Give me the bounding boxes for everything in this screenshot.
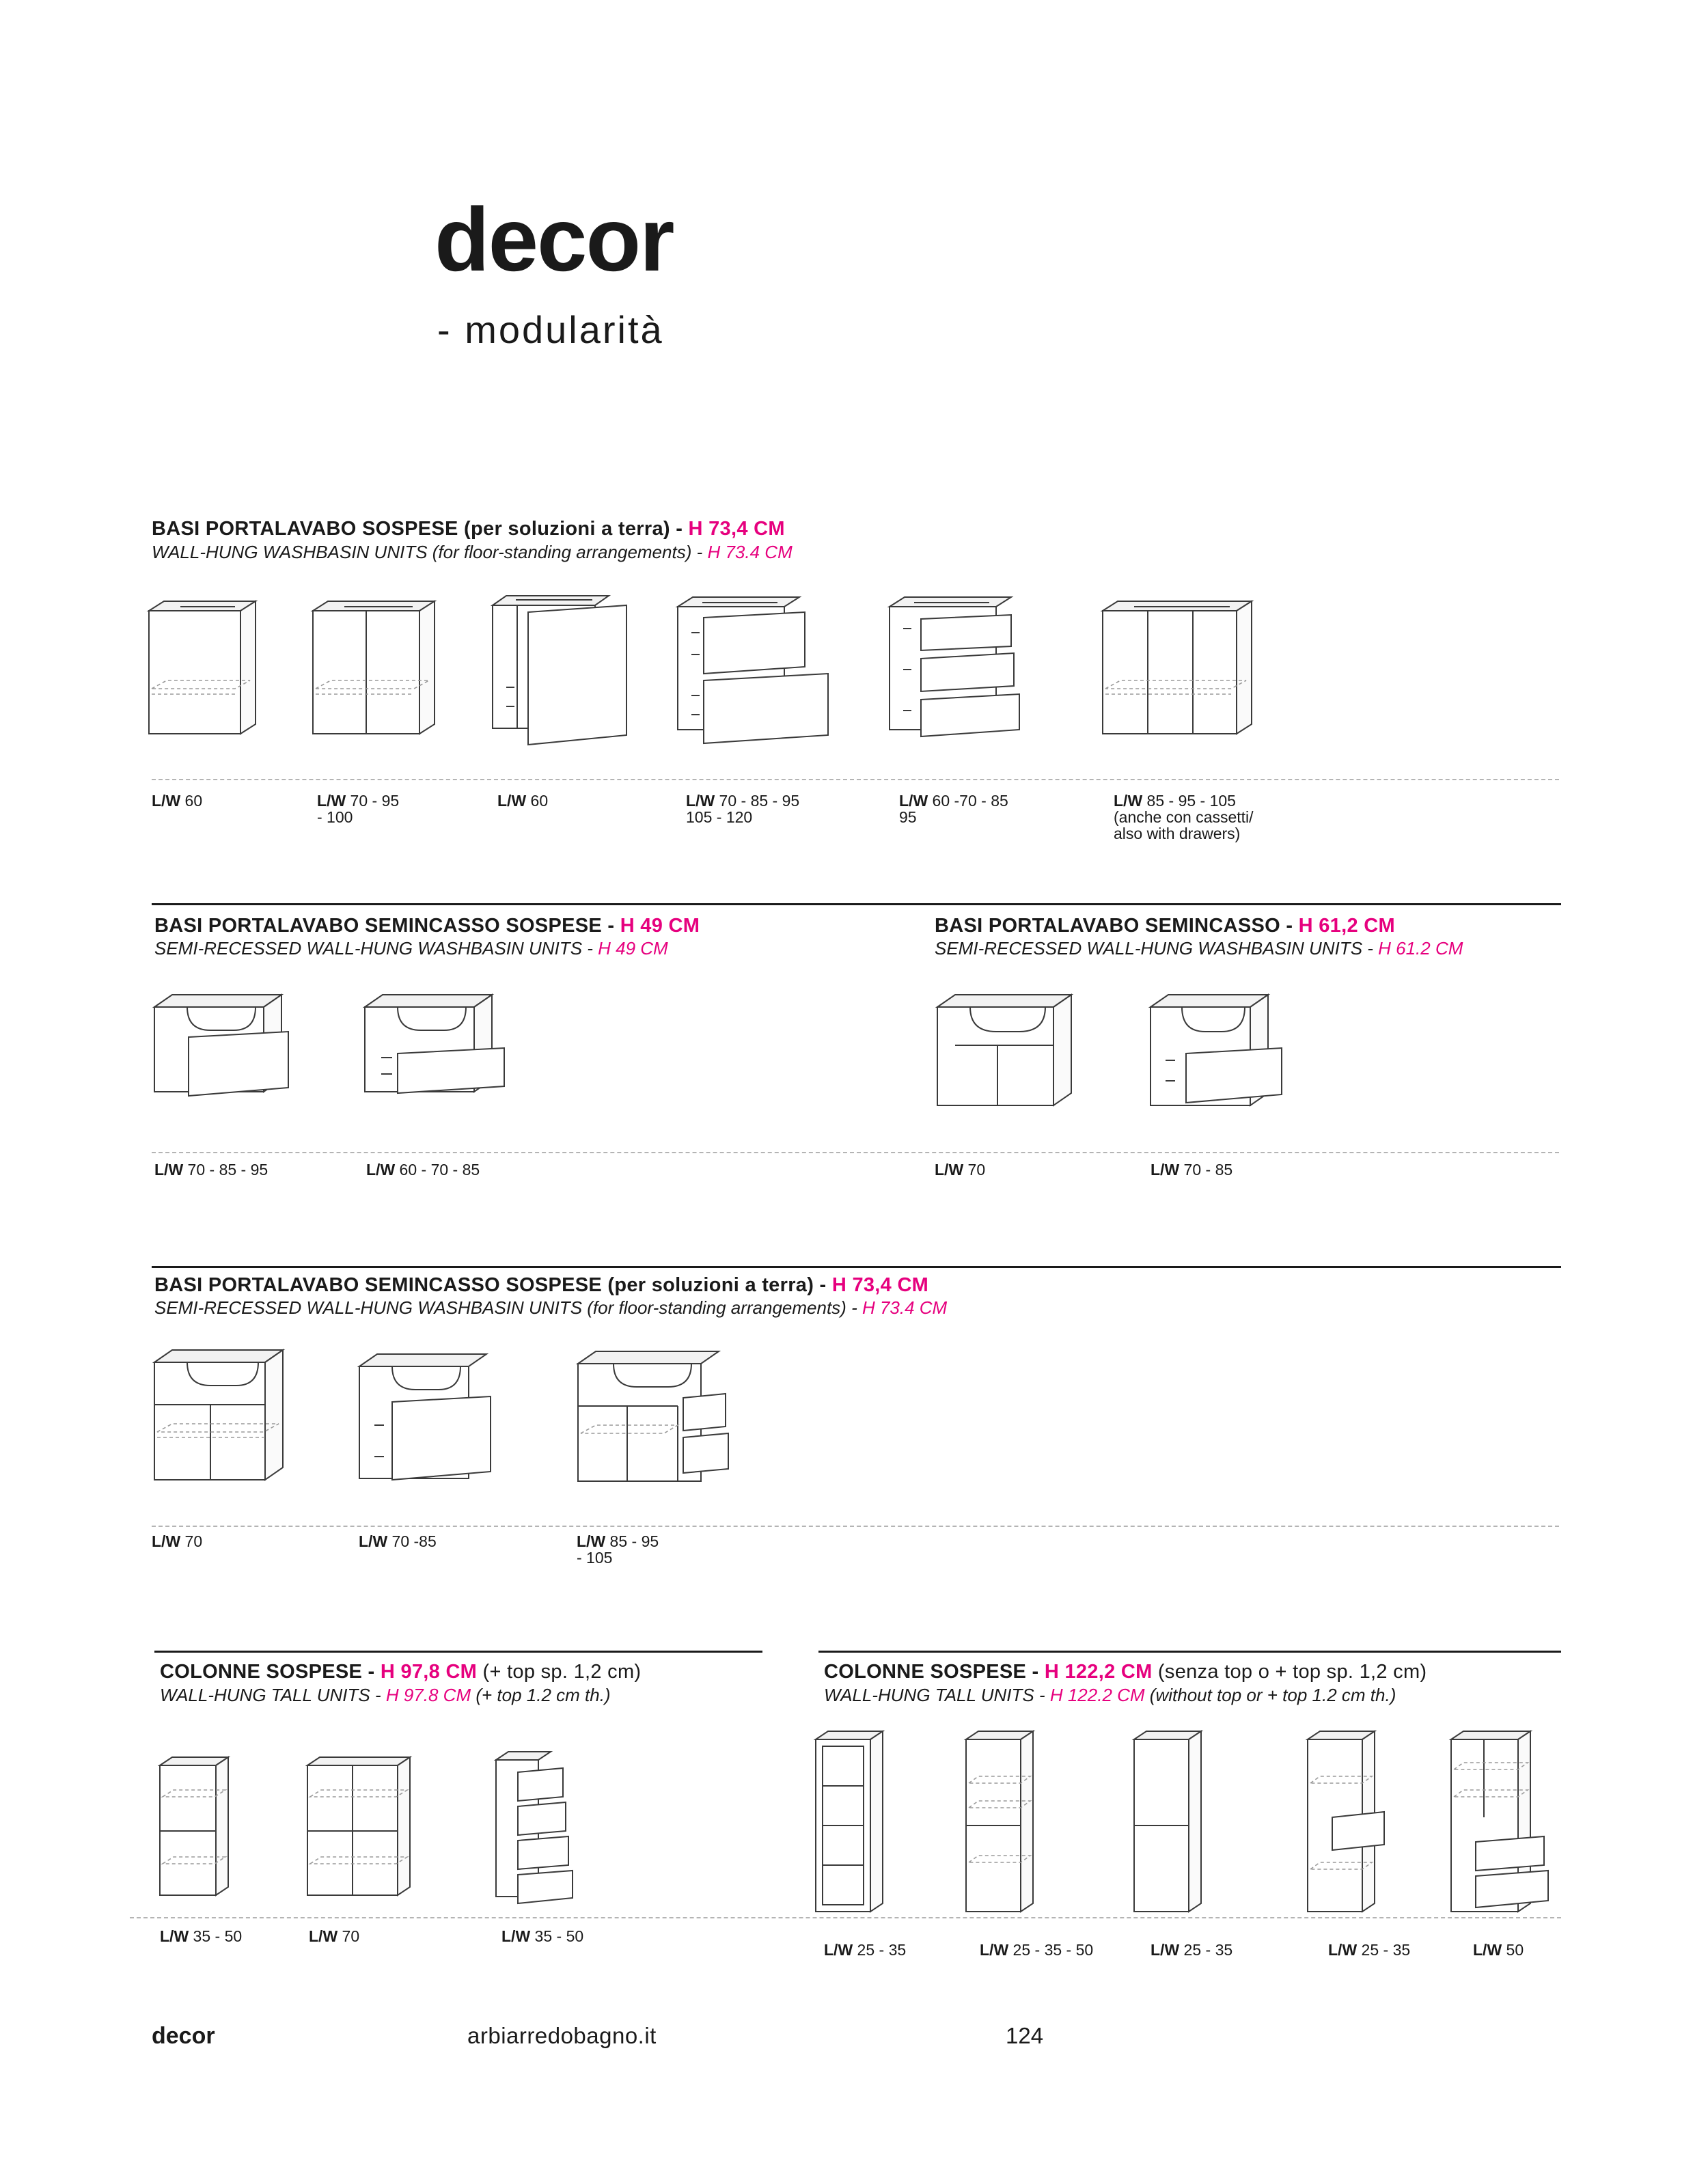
section-3-title: BASI PORTALAVABO SEMINCASSO - H 61,2 CM [935, 915, 1395, 937]
section-3-subtitle: SEMI-RECESSED WALL-HUNG WASHBASIN UNITS - H 61.2 CM [935, 938, 1463, 959]
footer-website-link[interactable]: arbiarredobagno.it [467, 2023, 657, 2048]
section-4-item-2-dims: L/W 70 -85 [359, 1532, 437, 1550]
section-6-item-3-dims: L/W 25 - 35 [1151, 1941, 1233, 1959]
section-1-item-6-dims: L/W 85 - 95 - 105 (anche con cassetti/ also with drawers) [1114, 792, 1254, 843]
section-6-item-2-dims: L/W 25 - 35 - 50 [980, 1941, 1094, 1959]
unit-illustration [1148, 992, 1284, 1118]
section-6-item-5-dims: L/W 50 [1473, 1941, 1524, 1959]
unit-illustration [357, 1351, 500, 1488]
section-5-title: COLONNE SOSPESE - H 97,8 CM (+ top sp. 1,2 cm) [160, 1661, 642, 1683]
unit-illustration [813, 1728, 888, 1916]
section-5-height: H 97,8 CM [380, 1661, 478, 1683]
section-3-item-1-dims: L/W 70 [935, 1161, 986, 1179]
section-1-item-1-dims: L/W 60 [152, 792, 203, 810]
unit-illustration [1448, 1728, 1558, 1916]
section-5-item-3-dims: L/W 35 - 50 [501, 1927, 584, 1945]
section-1-item-2-dims: L/W 70 - 95 - 100 [317, 792, 400, 827]
unit-illustration [935, 992, 1078, 1118]
page-title: decor [435, 189, 674, 290]
section-4-divider [152, 1526, 1559, 1527]
section-4-title: BASI PORTALAVABO SEMINCASSO SOSPESE (per soluzioni a terra) - H 73,4 CM [154, 1274, 929, 1296]
footer-page-number: 124 [1006, 2023, 1044, 2048]
section-4-rule [152, 1266, 1561, 1268]
unit-illustration [152, 1347, 288, 1484]
section-1-subtitle: WALL-HUNG WASHBASIN UNITS (for floor-standing arrangements) - H 73.4 CM [152, 542, 793, 562]
unit-illustration [1100, 598, 1257, 739]
section-2-height: H 49 CM [620, 915, 700, 937]
section-6-subtitle: WALL-HUNG TALL UNITS - H 122.2 CM (without top or + top 1.2 cm th.) [824, 1685, 1396, 1705]
section-4-item-3-dims: L/W 85 - 95 - 105 [577, 1532, 659, 1567]
unit-illustration [310, 598, 440, 739]
section-5-6-divider [130, 1917, 1561, 1918]
section-6-height: H 122,2 CM [1044, 1661, 1153, 1683]
section-6-title: COLONNE SOSPESE - H 122,2 CM (senza top o + top sp. 1,2 cm) [824, 1661, 1427, 1683]
section-2-title: BASI PORTALAVABO SEMINCASSO SOSPESE - H 49 CM [154, 915, 700, 937]
unit-illustration [493, 1749, 582, 1906]
section-4-subtitle: SEMI-RECESSED WALL-HUNG WASHBASIN UNITS (for floor-standing arrangements) - H 73.4 CM [154, 1297, 948, 1318]
unit-illustration [1305, 1728, 1394, 1916]
unit-illustration [146, 598, 262, 739]
section-2-subtitle: SEMI-RECESSED WALL-HUNG WASHBASIN UNITS - H 49 CM [154, 938, 668, 959]
unit-illustration [887, 594, 1037, 748]
unit-illustration [675, 594, 832, 748]
section-6-rule [818, 1651, 1561, 1653]
section-1-divider [152, 779, 1559, 780]
section-2-rule [152, 903, 1561, 905]
unit-illustration [362, 992, 512, 1108]
unit-illustration [157, 1754, 232, 1905]
footer-brand: decor [152, 2023, 215, 2049]
section-5-rule [154, 1651, 762, 1653]
section-4-item-1-dims: L/W 70 [152, 1532, 203, 1550]
section-1-item-4-dims: L/W 70 - 85 - 95 105 - 120 [686, 792, 800, 827]
unit-illustration [152, 992, 295, 1108]
unit-illustration [963, 1728, 1038, 1916]
section-2-divider [152, 1152, 1559, 1153]
section-6-item-4-dims: L/W 25 - 35 [1328, 1941, 1411, 1959]
section-4-height: H 73,4 CM [831, 1274, 929, 1296]
section-3-item-2-dims: L/W 70 - 85 [1151, 1161, 1233, 1179]
unit-illustration [305, 1754, 414, 1905]
unit-illustration [490, 592, 633, 752]
section-5-item-1-dims: L/W 35 - 50 [160, 1927, 243, 1945]
section-5-subtitle: WALL-HUNG TALL UNITS - H 97.8 CM (+ top 1.2 cm th.) [160, 1685, 611, 1705]
section-2-item-1-dims: L/W 70 - 85 - 95 [154, 1161, 268, 1179]
section-1-height: H 73,4 CM [688, 518, 785, 540]
section-1-item-3-dims: L/W 60 [497, 792, 549, 810]
section-2-item-2-dims: L/W 60 - 70 - 85 [366, 1161, 480, 1179]
unit-illustration [575, 1349, 732, 1485]
section-1-title: BASI PORTALAVABO SOSPESE (per soluzioni a terra) - H 73,4 CM [152, 518, 785, 540]
section-3-height: H 61,2 CM [1298, 915, 1395, 937]
unit-illustration [1131, 1728, 1207, 1916]
section-5-item-2-dims: L/W 70 [309, 1927, 360, 1945]
section-1-item-5-dims: L/W 60 -70 - 85 95 [899, 792, 1008, 827]
section-6-item-1-dims: L/W 25 - 35 [824, 1941, 907, 1959]
page-subtitle: - modularità [437, 308, 664, 351]
